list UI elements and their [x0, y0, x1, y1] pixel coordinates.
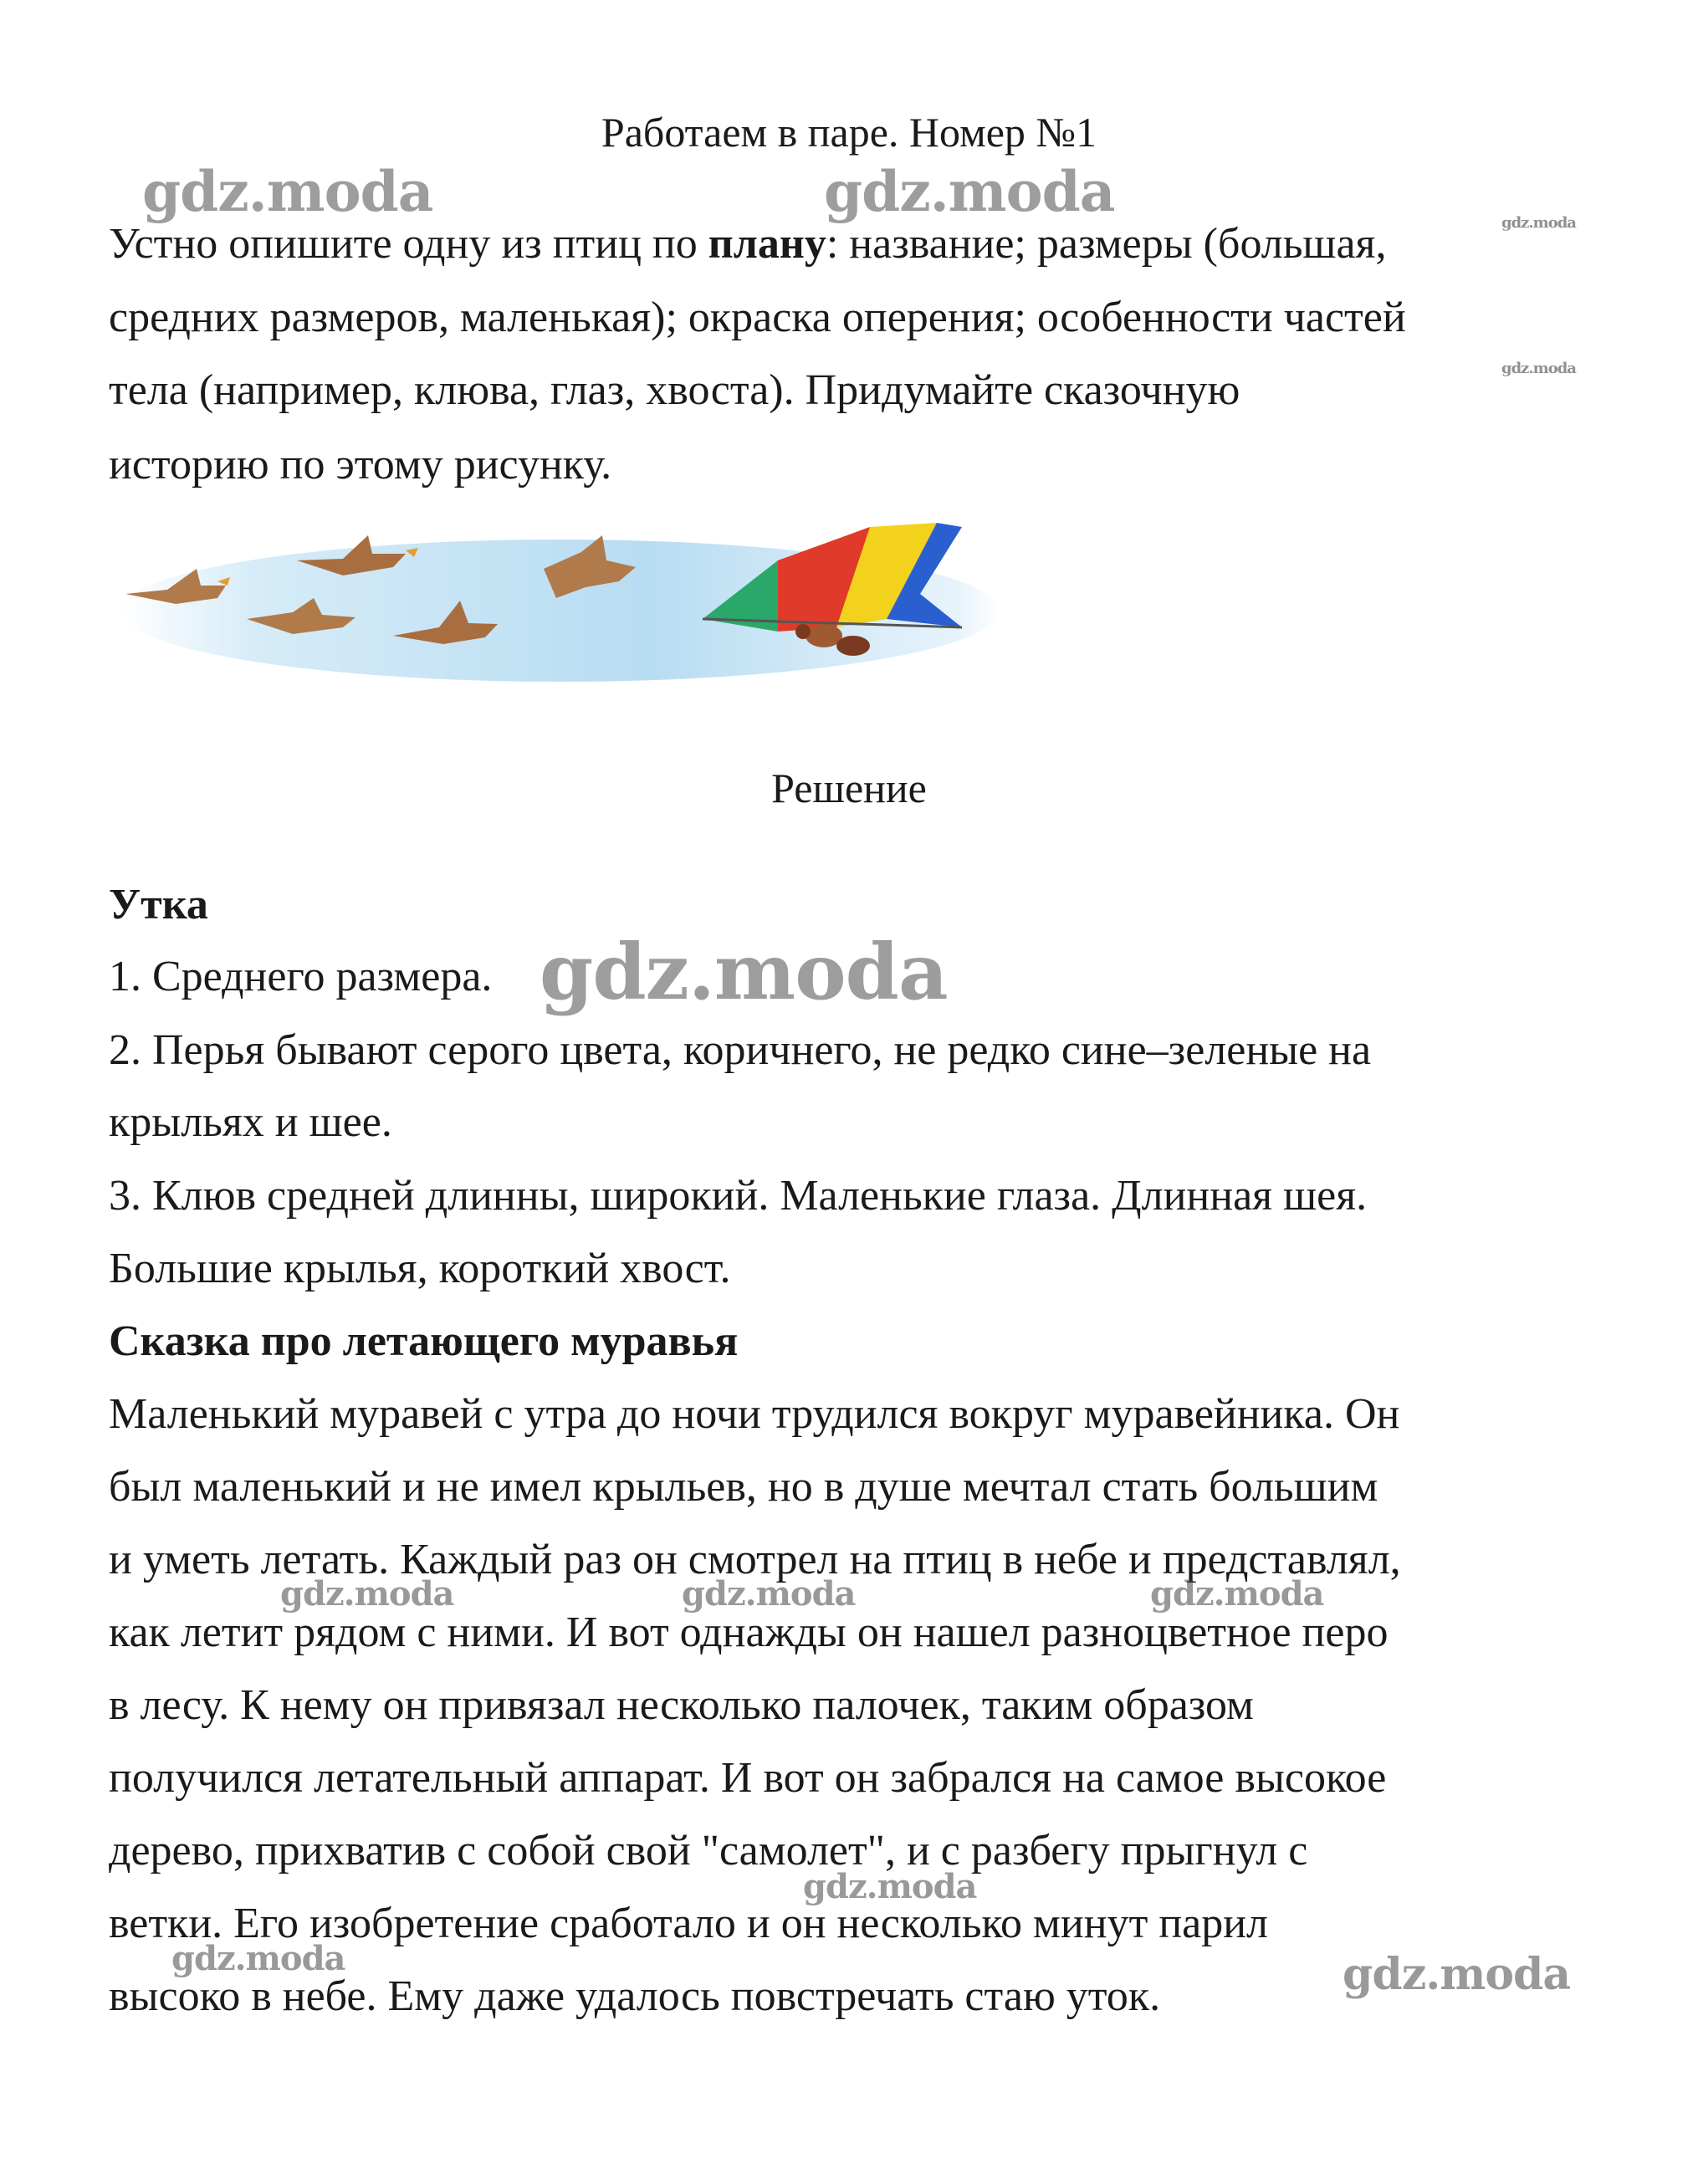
- story-line: дерево, прихватив с собой свой "самолет", и с разбегу прыгнул с: [109, 1827, 1308, 1875]
- watermark: gdz.moda: [142, 159, 433, 224]
- watermark: gdz.moda: [1343, 1949, 1571, 2000]
- watermark: gdz.moda: [824, 159, 1115, 224]
- story-line: получился летательный аппарат. И вот он забрался на самое высокое: [109, 1754, 1387, 1802]
- story-line: ветки. Его изобретение сработало и он несколько минут парил: [109, 1900, 1268, 1947]
- watermark: gdz.moda: [1150, 1574, 1324, 1614]
- story-line: в лесу. К нему он привязал несколько палочек, таким образом: [109, 1681, 1254, 1729]
- story-heading: Сказка про летающего муравья: [109, 1317, 739, 1365]
- bird-point-1: 1. Среднего размера.: [109, 953, 493, 1000]
- watermark: gdz.moda: [803, 1867, 977, 1906]
- task-plan-bold: плану: [708, 220, 826, 268]
- watermark: gdz.moda: [540, 927, 948, 1017]
- task-line-2: средних размеров, маленькая); окраска оперения; особенности частей: [109, 294, 1406, 341]
- bird-heading: Утка: [109, 881, 208, 928]
- task-line-4: историю по этому рисунку.: [109, 441, 612, 488]
- bird-point-3-cont: Большие крылья, короткий хвост.: [109, 1245, 731, 1292]
- watermark: gdz.moda: [682, 1574, 856, 1614]
- story-line: был маленький и не имел крыльев, но в душе мечтал стать большим: [109, 1463, 1378, 1511]
- story-line: как летит рядом с ними. И вот однажды он нашел разноцветное перо: [109, 1609, 1389, 1656]
- watermark: gdz.moda: [280, 1574, 454, 1614]
- bird-point-3: 3. Клюв средней длинны, широкий. Маленькие глаза. Длинная шея.: [109, 1172, 1368, 1220]
- watermark: gdz.moda: [1501, 214, 1576, 232]
- story-line: высоко в небе. Ему даже удалось повстречать стаю уток.: [109, 1972, 1161, 2020]
- story-line: и уметь летать. Каждый раз он смотрел на птиц в небе и представлял,: [109, 1536, 1401, 1583]
- task-line-3: тела (например, клюва, глаз, хвоста). Придумайте сказочную: [109, 366, 1240, 414]
- solution-title: Решение: [771, 765, 927, 811]
- ducks-and-glider-illustration: [117, 502, 1004, 703]
- task-line-1: Устно опишите одну из птиц по плану: название; размеры (большая,: [109, 220, 1387, 268]
- story-line: Маленький муравей с утра до ночи трудился вокруг муравейника. Он: [109, 1390, 1400, 1438]
- watermark: gdz.moda: [1501, 360, 1576, 377]
- watermark: gdz.moda: [171, 1939, 345, 1978]
- bird-point-2-cont: крыльях и шее.: [109, 1098, 392, 1146]
- bird-point-2: 2. Перья бывают серого цвета, коричнего, не редко сине–зеленые на: [109, 1026, 1372, 1074]
- page-title: Работаем в паре. Номер №1: [601, 109, 1097, 156]
